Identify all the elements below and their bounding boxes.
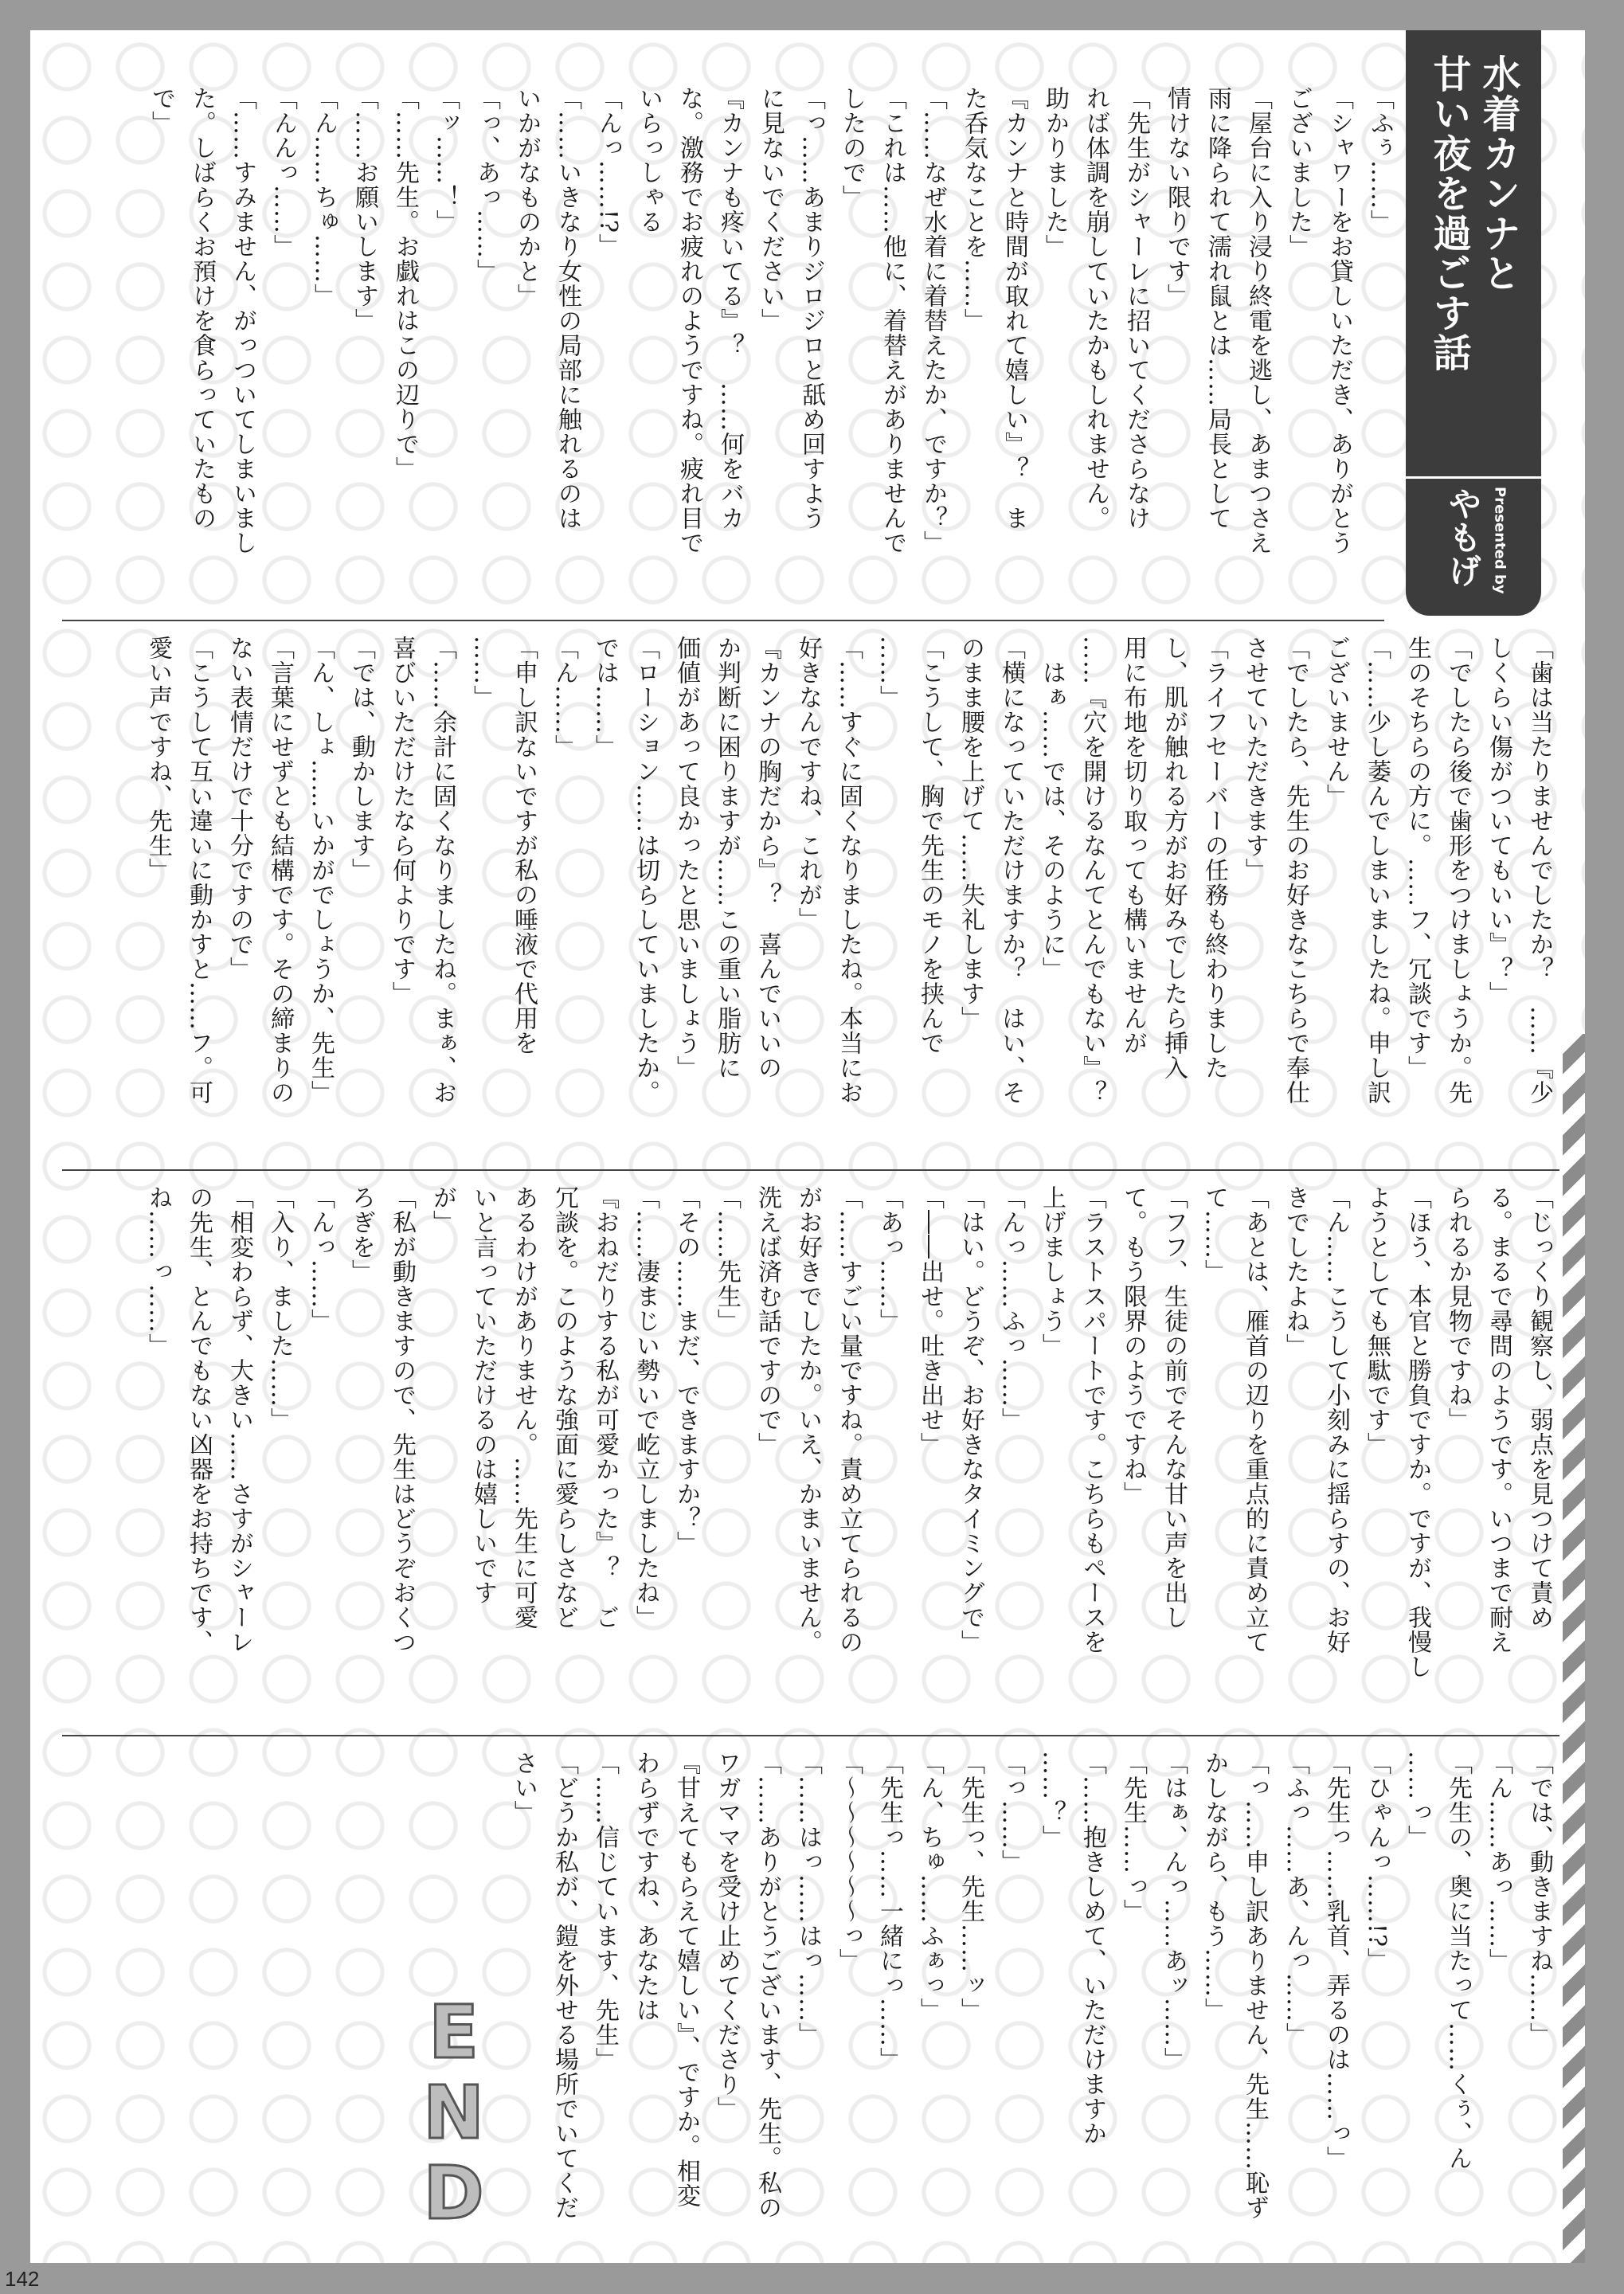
text-line: 「私が動きますので、先生はどうぞおくつ: [388, 1185, 416, 1654]
text-line: 「……先生」: [713, 1185, 741, 1333]
text-line: 「っ……」: [997, 1751, 1025, 1874]
text-line: 「ん……あっ……」: [1485, 1751, 1512, 1973]
text-line: 「言葉にせずとも結構です。その締まりの: [266, 636, 294, 1105]
text-line: 用に布地を切り取っても構いませんが: [1119, 636, 1147, 1055]
text-line: 「んっ……ふっ……」: [997, 1185, 1025, 1432]
text-line: 「ん……こうして小刻みに揺らすの、お好: [1322, 1185, 1350, 1654]
text-line: わらずですね、あなたは: [632, 1751, 659, 2022]
text-line: 「フフ、生徒の前でそんな甘い声を出し: [1160, 1185, 1188, 1630]
text-line: 「じっくり観察し、弱点を見つけて責め: [1525, 1185, 1553, 1630]
text-line: しくらい傷がついてもいい』？」: [1485, 636, 1512, 1006]
text-line: ……」: [469, 636, 497, 710]
text-line: 「ひゃんっ……!?」: [1363, 1751, 1391, 1973]
text-line: いかがなものかと」: [513, 86, 541, 308]
text-line: 喜びいただけたなら何よりです」: [388, 636, 416, 1006]
text-line: 「相変わらず、大きい……さすがシャーレ: [225, 1185, 253, 1654]
text-line: 「ライフセーバーの任務も終わりました: [1200, 636, 1228, 1080]
row-divider: [62, 1169, 1559, 1171]
page-number: 142: [5, 2267, 40, 2291]
text-line: 「ん……」: [550, 636, 578, 759]
text-line: 「あっ……」: [875, 1185, 903, 1333]
title-line-1: 水着カンナと: [1476, 54, 1520, 293]
text-line: 「シャワーをお貸しいただき、ありがとう: [1325, 86, 1353, 555]
text-line: られるか見物ですね」: [1444, 1185, 1472, 1432]
text-line: 「……ありがとうございます、先生。私の: [753, 1751, 781, 2220]
text-line: 好きなんですね、これが」: [794, 636, 822, 932]
text-line: 愛い声ですね、先生」: [144, 636, 172, 883]
text-line: 「申し訳ないですが私の唾液で代用を: [510, 636, 538, 1055]
text-line: れば体調を崩していたかもしれません。: [1082, 86, 1109, 530]
row-divider: [62, 1735, 1559, 1736]
text-line: ない表情だけで十分ですので」: [225, 636, 253, 981]
text-line: 「……抱きしめて、いただけますか: [1078, 1751, 1106, 2146]
text-line: 「ッ……！」: [432, 86, 460, 234]
text-line: し、肌が触れる方がお好みでしたら挿入: [1160, 636, 1188, 1080]
text-line: 「……なぜ水着に着替えたか、ですか？」: [919, 86, 947, 555]
text-line: 「先生っ……一緒にっ……」: [875, 1751, 903, 2072]
presented-by: Presented by: [1491, 487, 1509, 594]
text-line: がお好きでしたか。いえ、かまいません。: [794, 1185, 822, 1654]
text-line: 「……信じています、先生」: [591, 1751, 619, 2072]
text-row-3: [62, 1185, 1559, 1719]
text-line: 「っ……あまりジロジロと舐め回すよう: [797, 86, 825, 530]
text-line: 「っ、あっ……」: [472, 86, 500, 284]
text-line: いと言っていただけるのは嬉しいです: [469, 1185, 497, 1605]
row-divider: [62, 620, 1384, 621]
text-line: いらっしゃる: [635, 86, 663, 234]
text-line: 「んっ……!?」: [594, 86, 622, 259]
text-line: 情けない限りです」: [1163, 86, 1191, 308]
text-line: に見ないでください」: [757, 86, 785, 333]
text-line: 「っ……申し訳ありません、先生……恥ず: [1241, 1751, 1269, 2220]
text-line: 「その……まだ、できますか？」: [672, 1185, 700, 1556]
text-line: さい」: [510, 1751, 538, 1825]
text-line: 「はい。どうぞ、お好きなタイミングで」: [957, 1185, 984, 1654]
text-line: 「……先生。お戯れはこの辺りで」: [391, 86, 419, 481]
text-line: したので」: [838, 86, 866, 209]
text-line: な。激務でお疲れのようですね。疲れ目で: [675, 86, 703, 555]
text-line: た呑気なことを……」: [960, 86, 988, 333]
text-line: 「では、動かします」: [347, 636, 375, 883]
text-line: 「でしたら、先生のお好きなこちらで奉仕: [1282, 636, 1309, 1105]
end-mark: END: [411, 1990, 496, 2231]
text-line: ……『穴を開けるなんてとんでもない』？: [1078, 636, 1106, 1105]
text-line: 「……すぐに固くなりましたね。本当にお: [835, 636, 863, 1105]
text-line: 『カンナの胸だから』？ 喜んでいいの: [753, 636, 781, 1080]
text-line: 「先生の、奥に当たって……くぅ、ん: [1444, 1751, 1472, 2171]
text-line: あるわけがありません。……先生に可愛: [510, 1185, 538, 1630]
title-line-2: 甘い夜を過ごす話: [1426, 54, 1471, 373]
text-line: 「屋台に入り浸り終電を逃し、あまつさえ: [1244, 86, 1272, 555]
text-line: ございました」: [1285, 86, 1313, 259]
text-line: 「んんっ……」: [269, 86, 297, 259]
text-line: 上げましょう」: [1038, 1185, 1066, 1358]
text-line: 雨に降られて濡れ鼠とは……局長として: [1203, 86, 1231, 530]
text-line: て……」: [1200, 1185, 1228, 1284]
text-line: 「こうして互い違いに動かすと……フ。可: [185, 636, 213, 1105]
text-line: 「ん、しょ……いかがでしょうか、先生」: [307, 636, 335, 1105]
page-frame: [30, 30, 1585, 2263]
text-line: る。まるで尋問のようです。いつまで耐え: [1485, 1185, 1512, 1654]
text-line: きでしたよね」: [1282, 1185, 1309, 1358]
text-line: て。もう限界のようですね」: [1119, 1185, 1147, 1506]
text-line: させていただきます」: [1241, 636, 1269, 883]
text-line: 「これは……他に、着替えがありませんで: [879, 86, 906, 555]
text-line: 「……お願いします」: [350, 86, 378, 333]
text-line: 「ローション……は切らしていましたか。: [632, 636, 659, 1105]
text-line: 「でしたら後で歯形をつけましょうか。先: [1444, 636, 1472, 1105]
text-line: ね……っ……」: [144, 1185, 172, 1358]
text-line: 「はぁ、んっ……あッ……」: [1160, 1751, 1188, 2072]
text-line: 「歯は当たりませんでしたか？ ……『少: [1525, 636, 1553, 1105]
text-line: 『おねだりする私が可愛かった』？ ご: [591, 1185, 619, 1630]
text-line: 「ラストスパートです。こちらもペースを: [1078, 1185, 1106, 1654]
text-line: ろぎを」: [347, 1185, 375, 1284]
text-line: か判断に困りますが……この重い脂肪に: [713, 636, 741, 1080]
text-line: 「先生っ、先生……ッ」: [957, 1751, 984, 2022]
text-line: 『カンナも疼いてる』？ ……何をバカ: [716, 86, 744, 530]
text-line: 「どうか私が、鎧を外せる場所でいてくだ: [550, 1751, 578, 2220]
text-line: 「先生っ……乳首、弄るのは……っ」: [1322, 1751, 1350, 2171]
text-line: 「先生がシャーレに招いてくださらなけ: [1122, 86, 1150, 530]
text-line: が」: [429, 1185, 456, 1235]
text-line: 「ほう、本官と勝負ですか。ですが、我慢し: [1403, 1185, 1431, 1679]
text-line: 「ふぅ……」: [1366, 86, 1394, 234]
text-line: ……」: [875, 636, 903, 710]
text-line: 「――出せ。吐き出せ」: [916, 1185, 944, 1457]
decorative-stripes: [1563, 1034, 1585, 2263]
text-line: 「ん……ちゅ……」: [310, 86, 338, 308]
text-line: 「〜〜〜〜〜〜っ」: [835, 1751, 863, 1973]
text-line: 「あとは、雁首の辺りを重点的に責め立て: [1241, 1185, 1269, 1654]
byline: [1406, 476, 1541, 612]
text-line: 「……少し萎んでしまいましたね。申し訳: [1363, 636, 1391, 1105]
text-row-1: [62, 86, 1400, 604]
text-line: かしながら、もう……」: [1200, 1751, 1228, 2022]
text-line: 『カンナと時間が取れて嬉しい』？ ま: [1000, 86, 1028, 530]
text-line: 「……はっ……はっ……」: [794, 1751, 822, 2047]
text-line: 「……すごい量ですね。責め立てられるの: [835, 1185, 863, 1654]
author-name: やもげ: [1443, 487, 1483, 587]
text-line: 「先生……っ」: [1119, 1751, 1147, 1924]
text-line: ……？」: [1038, 1751, 1066, 1850]
text-line: の先生、とんでもない凶器をお持ちです、: [185, 1185, 213, 1654]
text-line: 価値があって良かったと思いましょう」: [672, 636, 700, 1080]
text-line: 「ふっ……あ、んっ……」: [1282, 1751, 1309, 2047]
text-line: 「……余計に固くなりましたね。まぁ、お: [429, 636, 456, 1105]
text-line: 洗えば済む話ですので」: [753, 1185, 781, 1457]
text-line: 助かりました」: [1041, 86, 1069, 259]
text-line: で」: [147, 86, 175, 135]
text-line: ……っ」: [1403, 1751, 1431, 1850]
text-line: 生のそちらの方に。……フ、冗談です」: [1403, 636, 1431, 1080]
text-line: 「……すみません、がっついてしまいまし: [229, 86, 256, 555]
text-line: ようとしても無駄です」: [1363, 1185, 1391, 1457]
text-line: 「こうして、胸で先生のモノを挟んで: [916, 636, 944, 1055]
text-row-2: [62, 636, 1559, 1153]
text-line: 『甘えてもらえて嬉しい』、ですか。相変: [672, 1751, 700, 2208]
text-line: 「んっ……」: [307, 1185, 335, 1333]
text-line: 冗談を。このような強面に愛らしさなど: [550, 1185, 578, 1630]
text-line: 「入り、ました……」: [266, 1185, 294, 1432]
text-line: ございません」: [1322, 636, 1350, 808]
text-line: 「横になっていただけますか？ はい、そ: [997, 636, 1025, 1105]
text-line: 「ん、ちゅ……ふぁっ」: [916, 1751, 944, 2022]
text-row-4: [62, 1751, 1559, 2253]
text-line: た。しばらくお預けを食らっていたもの: [188, 86, 216, 530]
text-line: 「……凄まじい勢いで屹立しましたね」: [632, 1185, 659, 1630]
text-line: ワガママを受け止めてくださり」: [713, 1751, 741, 2121]
text-line: では……」: [591, 636, 619, 759]
text-line: 「では、動きますね……」: [1525, 1751, 1553, 2047]
text-line: のまま腰を上げて……失礼します」: [957, 636, 984, 1031]
text-line: 「……いきなり女性の局部に触れるのは: [554, 86, 581, 530]
text-line: はぁ……では、そのように」: [1038, 636, 1066, 981]
